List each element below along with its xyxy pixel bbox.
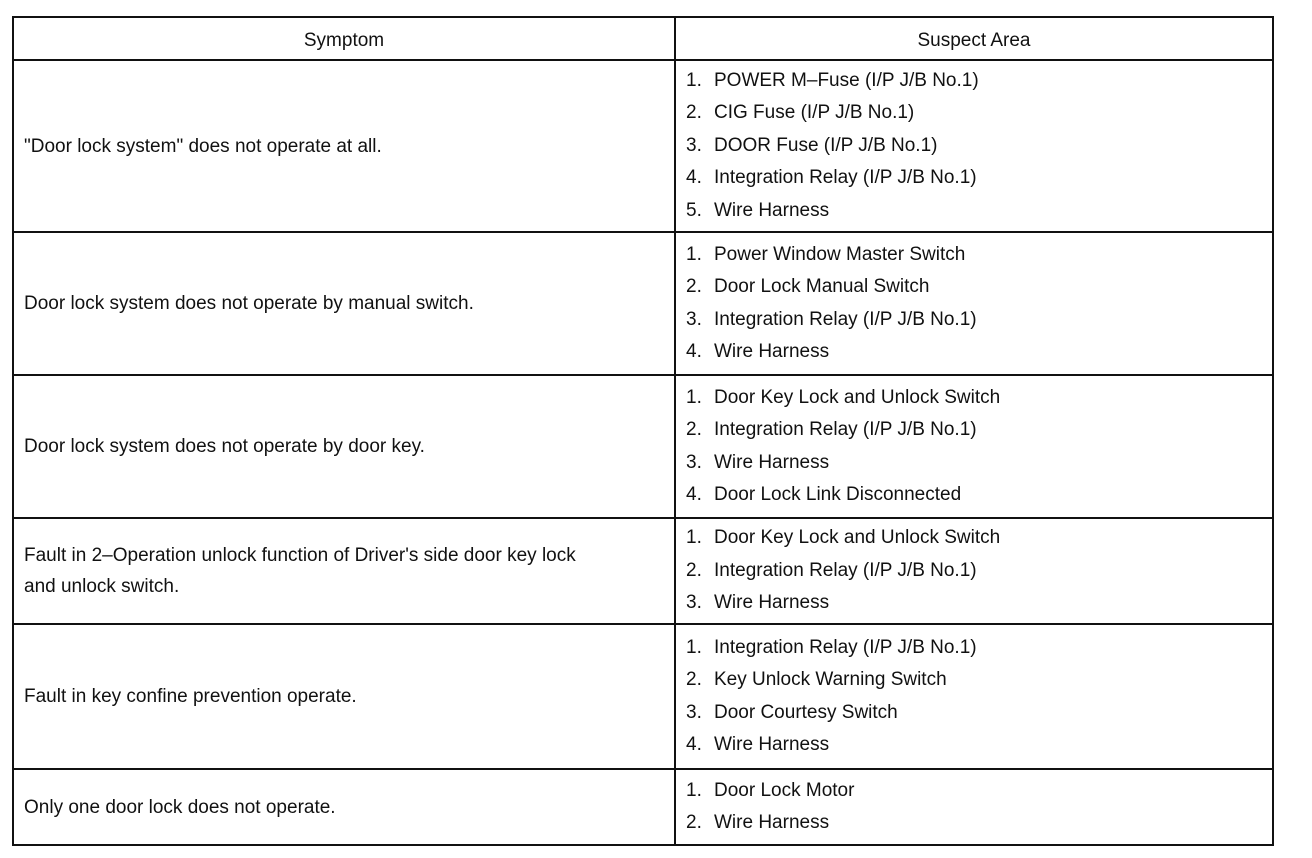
suspect-item — [686, 587, 1272, 620]
suspect-item — [686, 632, 1272, 665]
suspect-item-text: DOOR Fuse (I/P J/B No.1) — [714, 134, 938, 156]
header-symptom — [14, 18, 676, 61]
header-suspect-area-label: Suspect Area — [917, 29, 1031, 51]
symptom-text: Only one door lock does not operate. — [24, 796, 336, 818]
suspect-item-number: 3. — [686, 701, 702, 723]
suspect-item-number: 1. — [686, 386, 702, 408]
suspect-item-text: POWER M–Fuse (I/P J/B No.1) — [714, 69, 979, 91]
suspect-item-number: 5. — [686, 199, 702, 221]
suspect-item — [686, 336, 1272, 369]
suspect-area-cell — [676, 61, 1272, 233]
suspect-item-text: Door Courtesy Switch — [714, 701, 898, 723]
suspect-item-text: Door Lock Manual Switch — [714, 276, 930, 297]
suspect-item — [686, 162, 1272, 195]
suspect-area-cell — [676, 376, 1272, 519]
symptom-cell — [14, 770, 676, 844]
suspect-area-cell — [676, 770, 1272, 844]
suspect-item — [686, 555, 1272, 588]
suspect-item-number: 1. — [686, 69, 702, 91]
suspect-item-text: Wire Harness — [714, 592, 830, 614]
suspect-item-text: Wire Harness — [714, 812, 830, 833]
suspect-item-number: 3. — [686, 308, 702, 330]
suspect-item-text: Door Lock Motor — [714, 779, 855, 801]
suspect-item — [686, 522, 1272, 555]
suspect-item — [686, 447, 1272, 480]
suspect-item-number: 3. — [686, 592, 702, 614]
suspect-item-number: 2. — [686, 669, 702, 690]
suspect-item — [686, 697, 1272, 730]
suspect-item — [686, 304, 1272, 337]
suspect-item-text: Integration Relay (I/P J/B No.1) — [714, 419, 977, 440]
suspect-item — [686, 382, 1272, 415]
suspect-item-number: 2. — [686, 812, 702, 833]
symptom-text: Door lock system does not operate by door key. — [24, 436, 425, 457]
suspect-item-number: 2. — [686, 419, 702, 440]
symptom-cell — [14, 625, 676, 770]
suspect-item-text: Integration Relay (I/P J/B No.1) — [714, 308, 977, 330]
suspect-item-text: Wire Harness — [714, 451, 830, 473]
suspect-item — [686, 65, 1272, 98]
suspect-item-number: 4. — [686, 341, 702, 362]
symptom-text: Fault in key confine prevention operate. — [24, 686, 357, 707]
suspect-item-number: 3. — [686, 134, 702, 156]
suspect-item-number: 2. — [686, 102, 702, 124]
suspect-item-number: 1. — [686, 527, 702, 549]
suspect-item — [686, 271, 1272, 304]
suspect-item — [686, 130, 1272, 163]
suspect-item — [686, 195, 1272, 228]
symptom-text: "Door lock system" does not operate at all. — [24, 135, 382, 157]
suspect-item-number: 4. — [686, 484, 702, 505]
suspect-item-text: Integration Relay (I/P J/B No.1) — [714, 167, 977, 189]
suspect-item-text: Power Window Master Switch — [714, 243, 966, 265]
troubleshooting-table — [12, 16, 1274, 846]
suspect-item-text: Door Lock Link Disconnected — [714, 484, 962, 505]
suspect-item-text: Wire Harness — [714, 341, 830, 362]
suspect-item — [686, 729, 1272, 762]
suspect-item-text: CIG Fuse (I/P J/B No.1) — [714, 102, 915, 124]
suspect-area-cell — [676, 625, 1272, 770]
symptom-cell — [14, 61, 676, 233]
suspect-item — [686, 664, 1272, 697]
suspect-item-text: Door Key Lock and Unlock Switch — [714, 527, 1001, 549]
suspect-item-text: Integration Relay (I/P J/B No.1) — [714, 636, 977, 658]
suspect-item — [686, 479, 1272, 512]
suspect-area-cell — [676, 233, 1272, 376]
suspect-item-number: 1. — [686, 243, 702, 265]
header-suspect-area — [676, 18, 1272, 61]
suspect-item-text: Door Key Lock and Unlock Switch — [714, 386, 1001, 408]
symptom-cell — [14, 376, 676, 519]
suspect-area-cell — [676, 519, 1272, 625]
suspect-item — [686, 775, 1272, 808]
suspect-item-number: 2. — [686, 559, 702, 581]
suspect-item-number: 2. — [686, 276, 702, 297]
suspect-item-number: 4. — [686, 734, 702, 755]
header-symptom-label: Symptom — [303, 29, 385, 51]
suspect-item-number: 1. — [686, 636, 702, 658]
suspect-item-number: 1. — [686, 779, 702, 801]
suspect-item — [686, 414, 1272, 447]
suspect-item — [686, 97, 1272, 130]
suspect-item — [686, 807, 1272, 840]
suspect-item-number: 4. — [686, 167, 702, 189]
suspect-item-text: Wire Harness — [714, 199, 830, 221]
symptom-text: Fault in 2–Operation unlock function of Driver's side door key lock and unlock switch. — [24, 545, 576, 597]
suspect-item-number: 3. — [686, 451, 702, 473]
symptom-cell — [14, 233, 676, 376]
suspect-item-text: Wire Harness — [714, 734, 830, 755]
suspect-item — [686, 239, 1272, 272]
suspect-item-text: Key Unlock Warning Switch — [714, 669, 947, 690]
symptom-cell — [14, 519, 676, 625]
suspect-item-text: Integration Relay (I/P J/B No.1) — [714, 559, 977, 581]
symptom-text: Door lock system does not operate by manual switch. — [24, 293, 474, 314]
